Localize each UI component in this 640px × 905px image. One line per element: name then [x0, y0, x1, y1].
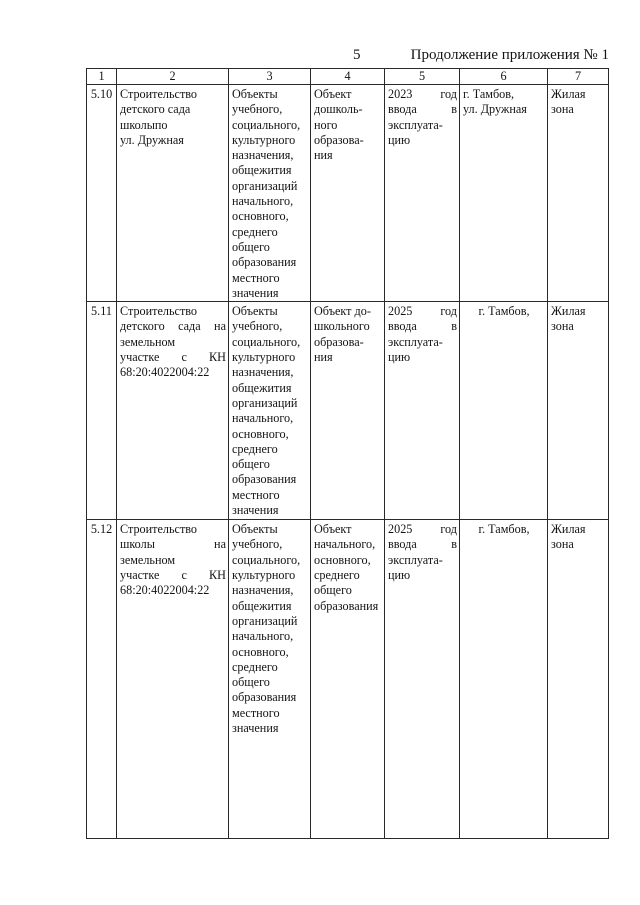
location-cell — [460, 302, 548, 520]
object-name-line: земельном — [120, 552, 176, 567]
object-type-line: ния — [314, 350, 333, 365]
object-type-cell — [311, 85, 385, 302]
table-row — [87, 520, 609, 839]
object-type-cell — [311, 302, 385, 520]
category-line: значения — [232, 503, 279, 518]
object-type-line: образования — [314, 598, 379, 613]
category-line: Объекты — [232, 304, 278, 319]
category-line: социального, — [232, 552, 301, 567]
object-name-cell — [117, 302, 229, 520]
category-cell — [229, 302, 311, 520]
term-line: ввода в — [388, 537, 457, 552]
object-name-line: земельном — [120, 334, 176, 349]
category-line: организаций — [232, 178, 298, 193]
object-type-line: дошколь- — [314, 102, 363, 117]
category-line: образования — [232, 255, 297, 270]
row-number: 5.10 — [87, 85, 117, 302]
category-line: местного — [232, 270, 280, 285]
category-line: местного — [232, 487, 280, 502]
object-name-line: 68:20:4022004:22 — [120, 583, 210, 598]
zone-line: Жилая — [551, 522, 586, 537]
category-cell — [229, 85, 311, 302]
object-type-line: школьного — [314, 319, 370, 334]
category-line: общего — [232, 457, 270, 472]
object-type-line: Объект — [314, 522, 352, 537]
category-line: культурного — [232, 568, 296, 583]
category-line: образования — [232, 472, 297, 487]
term-line: 2025 год — [388, 304, 457, 319]
object-name-line: Строительство — [120, 87, 198, 101]
category-line: культурного — [232, 132, 296, 147]
row-number: 5.12 — [87, 520, 117, 839]
category-line: значения — [232, 721, 279, 736]
term-line: 2025 год — [388, 522, 457, 537]
term-line: ввода в — [388, 102, 457, 117]
table-row — [87, 302, 609, 520]
category-line: основного, — [232, 209, 289, 224]
category-line: учебного, — [232, 102, 283, 117]
category-line: назначения, — [232, 583, 294, 598]
category-line: Объекты — [232, 87, 278, 101]
category-cell — [229, 520, 311, 839]
column-number: 1 — [87, 69, 117, 85]
commission-term-cell — [385, 520, 460, 839]
object-type-line: общего — [314, 583, 352, 598]
category-line: общежития — [232, 163, 292, 178]
column-number: 4 — [311, 69, 385, 85]
category-line: местного — [232, 705, 280, 720]
object-name-cell — [117, 520, 229, 839]
object-type-line: Объект — [314, 87, 352, 101]
zone-cell — [548, 85, 609, 302]
commission-term-cell — [385, 302, 460, 520]
location-line: г. Тамбов, — [463, 87, 515, 101]
term-line: эксплуата- — [388, 117, 443, 132]
object-type-line: ного — [314, 117, 338, 132]
term-line: цию — [388, 350, 411, 365]
term-line: 2023 год — [388, 87, 457, 101]
object-type-line: образова- — [314, 334, 364, 349]
category-line: начального, — [232, 194, 294, 209]
category-line: общего — [232, 675, 270, 690]
category-line: учебного, — [232, 319, 283, 334]
category-line: начального, — [232, 411, 294, 426]
category-line: учебного, — [232, 537, 283, 552]
zone-cell — [548, 302, 609, 520]
category-line: среднего — [232, 224, 278, 239]
row-number: 5.11 — [87, 302, 117, 520]
column-number: 6 — [460, 69, 548, 85]
object-name-cell — [117, 85, 229, 302]
location-line: г. Тамбов, — [478, 522, 530, 537]
term-line: цию — [388, 568, 411, 583]
category-line: образования — [232, 690, 297, 705]
column-number: 3 — [229, 69, 311, 85]
column-number: 2 — [117, 69, 229, 85]
category-line: организаций — [232, 613, 298, 628]
object-type-line: образова- — [314, 132, 364, 147]
column-number: 7 — [548, 69, 609, 85]
category-line: значения — [232, 285, 279, 300]
category-line: среднего — [232, 659, 278, 674]
object-name-line: участке с КН — [120, 350, 226, 365]
zone-line: Жилая — [551, 304, 586, 319]
category-line: Объекты — [232, 522, 278, 537]
object-name-line: 68:20:4022004:22 — [120, 365, 210, 380]
category-line: социального, — [232, 117, 301, 132]
column-number: 5 — [385, 69, 460, 85]
location-line: г. Тамбов, — [478, 304, 530, 319]
object-name-line: Строительство — [120, 522, 198, 537]
zone-line: зона — [551, 102, 574, 117]
term-line: цию — [388, 132, 411, 147]
location-cell — [460, 520, 548, 839]
object-name-line: Строительство — [120, 304, 198, 319]
zone-line: зона — [551, 537, 574, 552]
table-row — [87, 85, 609, 302]
category-line: общежития — [232, 380, 292, 395]
location-line: ул. Дружная — [463, 102, 527, 117]
category-line: общего — [232, 239, 270, 254]
category-line: социального, — [232, 334, 301, 349]
column-number-row — [87, 69, 609, 85]
zone-line: Жилая — [551, 87, 586, 101]
object-name-line: школы на — [120, 537, 226, 552]
object-type-line: Объект до- — [314, 304, 371, 319]
category-line: начального, — [232, 629, 294, 644]
continuation-title: Продолжение приложения № 1 — [410, 47, 609, 63]
zone-line: зона — [551, 319, 574, 334]
objects-table — [86, 68, 609, 839]
object-name-line: участке с КН — [120, 568, 226, 583]
commission-term-cell — [385, 85, 460, 302]
page-number: 5 — [353, 47, 361, 63]
object-type-line: среднего — [314, 568, 360, 583]
category-line: организаций — [232, 395, 298, 410]
category-line: общежития — [232, 598, 292, 613]
object-name-line: школыпо — [120, 117, 168, 132]
object-name-line: детского сада на — [120, 319, 226, 334]
object-type-line: ния — [314, 148, 333, 163]
category-line: культурного — [232, 350, 296, 365]
category-line: основного, — [232, 644, 289, 659]
location-cell — [460, 85, 548, 302]
object-type-line: основного, — [314, 552, 371, 567]
object-type-cell — [311, 520, 385, 839]
term-line: эксплуата- — [388, 334, 443, 349]
term-line: ввода в — [388, 319, 457, 334]
category-line: назначения, — [232, 148, 294, 163]
category-line: назначения, — [232, 365, 294, 380]
object-name-line: детского сада — [120, 102, 191, 117]
category-line: среднего — [232, 441, 278, 456]
object-type-line: начального, — [314, 537, 376, 552]
category-line: основного, — [232, 426, 289, 441]
object-name-line: ул. Дружная — [120, 132, 184, 147]
term-line: эксплуата- — [388, 552, 443, 567]
zone-cell — [548, 520, 609, 839]
